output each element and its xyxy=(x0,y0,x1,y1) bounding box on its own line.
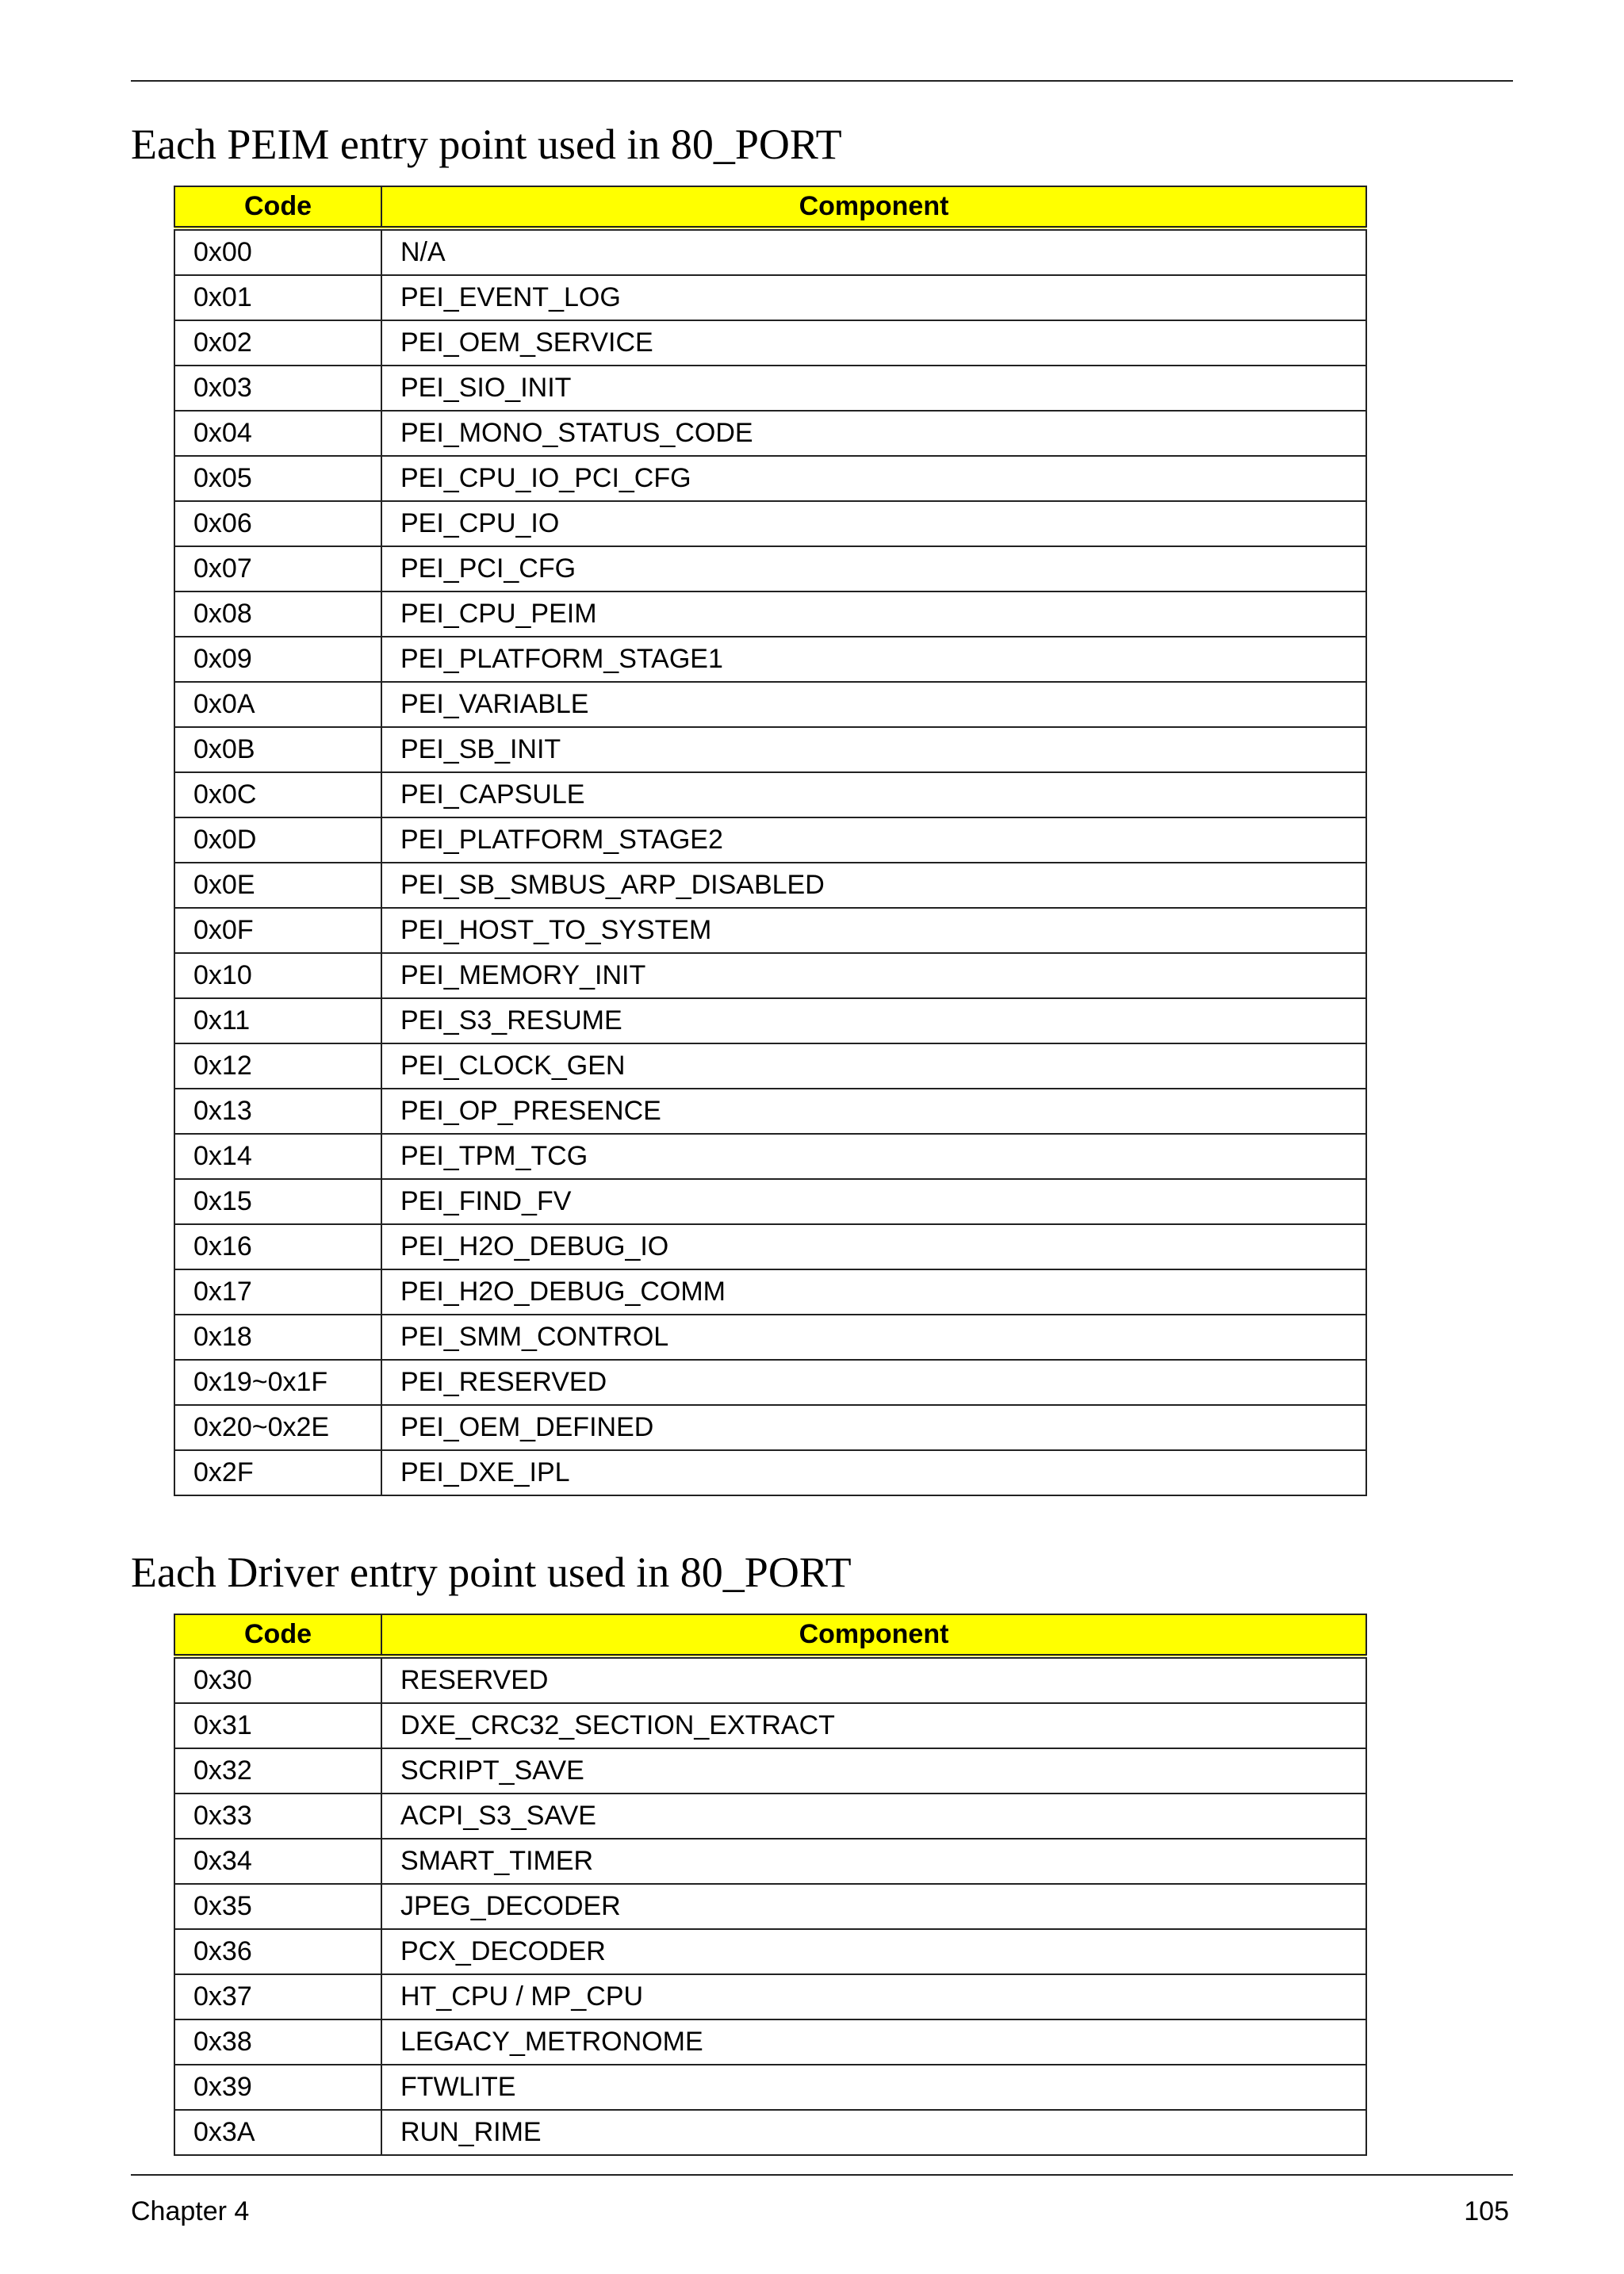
code-cell: 0x0D xyxy=(174,817,381,863)
component-column-header: Component xyxy=(381,186,1366,228)
table-row xyxy=(174,2065,1366,2110)
table-row xyxy=(174,772,1366,817)
code-cell: 0x16 xyxy=(174,1224,381,1269)
peim-table xyxy=(174,186,1367,1496)
component-cell: PEI_VARIABLE xyxy=(381,682,1366,727)
component-cell: PEI_SB_INIT xyxy=(381,727,1366,772)
code-cell: 0x13 xyxy=(174,1089,381,1134)
code-cell: 0x10 xyxy=(174,953,381,998)
code-cell: 0x15 xyxy=(174,1179,381,1224)
component-cell: PEI_PLATFORM_STAGE2 xyxy=(381,817,1366,863)
component-cell: JPEG_DECODER xyxy=(381,1884,1366,1929)
code-cell: 0x11 xyxy=(174,998,381,1043)
component-cell: PEI_H2O_DEBUG_IO xyxy=(381,1224,1366,1269)
code-cell: 0x36 xyxy=(174,1929,381,1974)
component-cell: ACPI_S3_SAVE xyxy=(381,1794,1366,1839)
table-row xyxy=(174,2019,1366,2065)
code-cell: 0x02 xyxy=(174,320,381,366)
table-row xyxy=(174,1315,1366,1360)
table-row xyxy=(174,1043,1366,1089)
table-row xyxy=(174,1794,1366,1839)
component-cell: PEI_OP_PRESENCE xyxy=(381,1089,1366,1134)
component-cell: PEI_PLATFORM_STAGE1 xyxy=(381,637,1366,682)
table-row xyxy=(174,1360,1366,1405)
table-row xyxy=(174,228,1366,275)
component-cell: PEI_HOST_TO_SYSTEM xyxy=(381,908,1366,953)
footer-page-number: 105 xyxy=(1464,2196,1509,2226)
table-row xyxy=(174,1089,1366,1134)
code-cell: 0x01 xyxy=(174,275,381,320)
code-cell: 0x39 xyxy=(174,2065,381,2110)
code-cell: 0x3A xyxy=(174,2110,381,2155)
code-cell: 0x09 xyxy=(174,637,381,682)
table-row xyxy=(174,1748,1366,1794)
code-cell: 0x05 xyxy=(174,456,381,501)
table-row xyxy=(174,275,1366,320)
table-row xyxy=(174,456,1366,501)
code-cell: 0x35 xyxy=(174,1884,381,1929)
component-cell: PEI_CAPSULE xyxy=(381,772,1366,817)
table-row xyxy=(174,682,1366,727)
driver-section-title: Each Driver entry point used in 80_PORT xyxy=(131,1549,852,1596)
footer-rule xyxy=(131,2174,1513,2176)
component-cell: SCRIPT_SAVE xyxy=(381,1748,1366,1794)
code-cell: 0x32 xyxy=(174,1748,381,1794)
code-cell: 0x07 xyxy=(174,546,381,591)
component-cell: PCX_DECODER xyxy=(381,1929,1366,1974)
header-rule xyxy=(131,80,1513,82)
table-row xyxy=(174,998,1366,1043)
code-cell: 0x0C xyxy=(174,772,381,817)
code-cell: 0x0A xyxy=(174,682,381,727)
code-cell: 0x0F xyxy=(174,908,381,953)
component-cell: PEI_CPU_IO_PCI_CFG xyxy=(381,456,1366,501)
component-cell: PEI_PCI_CFG xyxy=(381,546,1366,591)
table-row xyxy=(174,727,1366,772)
table-row xyxy=(174,1134,1366,1179)
table-row xyxy=(174,1224,1366,1269)
table-row xyxy=(174,501,1366,546)
component-cell: PEI_EVENT_LOG xyxy=(381,275,1366,320)
code-cell: 0x14 xyxy=(174,1134,381,1179)
code-cell: 0x0B xyxy=(174,727,381,772)
component-cell: PEI_SB_SMBUS_ARP_DISABLED xyxy=(381,863,1366,908)
code-cell: 0x18 xyxy=(174,1315,381,1360)
table-row xyxy=(174,1839,1366,1884)
component-cell: PEI_CPU_PEIM xyxy=(381,591,1366,637)
code-cell: 0x33 xyxy=(174,1794,381,1839)
table-row xyxy=(174,1179,1366,1224)
table-row xyxy=(174,591,1366,637)
table-header-row xyxy=(174,1614,1366,1656)
code-cell: 0x31 xyxy=(174,1703,381,1748)
footer-chapter: Chapter 4 xyxy=(131,2196,250,2226)
code-cell: 0x03 xyxy=(174,366,381,411)
component-cell: PEI_MEMORY_INIT xyxy=(381,953,1366,998)
table-row xyxy=(174,953,1366,998)
code-cell: 0x30 xyxy=(174,1656,381,1703)
table-row xyxy=(174,637,1366,682)
code-cell: 0x17 xyxy=(174,1269,381,1315)
code-cell: 0x19~0x1F xyxy=(174,1360,381,1405)
component-cell: PEI_CLOCK_GEN xyxy=(381,1043,1366,1089)
table-row xyxy=(174,1656,1366,1703)
component-cell: PEI_TPM_TCG xyxy=(381,1134,1366,1179)
table-row xyxy=(174,1450,1366,1495)
table-row xyxy=(174,1269,1366,1315)
table-header-row xyxy=(174,186,1366,228)
component-cell: PEI_SIO_INIT xyxy=(381,366,1366,411)
component-cell: PEI_OEM_DEFINED xyxy=(381,1405,1366,1450)
code-cell: 0x04 xyxy=(174,411,381,456)
table-row xyxy=(174,320,1366,366)
component-cell: PEI_SMM_CONTROL xyxy=(381,1315,1366,1360)
table-row xyxy=(174,366,1366,411)
component-cell: RESERVED xyxy=(381,1656,1366,1703)
code-cell: 0x38 xyxy=(174,2019,381,2065)
component-cell: FTWLITE xyxy=(381,2065,1366,2110)
table-row xyxy=(174,1703,1366,1748)
table-row xyxy=(174,1405,1366,1450)
component-cell: PEI_DXE_IPL xyxy=(381,1450,1366,1495)
component-cell: PEI_RESERVED xyxy=(381,1360,1366,1405)
component-cell: PEI_S3_RESUME xyxy=(381,998,1366,1043)
table-row xyxy=(174,1929,1366,1974)
table-row xyxy=(174,2110,1366,2155)
code-cell: 0x0E xyxy=(174,863,381,908)
code-cell: 0x37 xyxy=(174,1974,381,2019)
peim-table-body xyxy=(174,228,1366,1495)
table-row xyxy=(174,411,1366,456)
code-cell: 0x20~0x2E xyxy=(174,1405,381,1450)
component-cell: DXE_CRC32_SECTION_EXTRACT xyxy=(381,1703,1366,1748)
table-row xyxy=(174,908,1366,953)
code-cell: 0x12 xyxy=(174,1043,381,1089)
table-row xyxy=(174,817,1366,863)
code-cell: 0x2F xyxy=(174,1450,381,1495)
component-cell: PEI_MONO_STATUS_CODE xyxy=(381,411,1366,456)
code-column-header: Code xyxy=(174,186,381,228)
table-row xyxy=(174,1884,1366,1929)
table-row xyxy=(174,546,1366,591)
component-cell: RUN_RIME xyxy=(381,2110,1366,2155)
component-cell: SMART_TIMER xyxy=(381,1839,1366,1884)
code-column-header: Code xyxy=(174,1614,381,1656)
code-cell: 0x08 xyxy=(174,591,381,637)
driver-table-body xyxy=(174,1656,1366,2155)
code-cell: 0x00 xyxy=(174,228,381,275)
component-cell: PEI_CPU_IO xyxy=(381,501,1366,546)
table-row xyxy=(174,863,1366,908)
code-cell: 0x34 xyxy=(174,1839,381,1884)
driver-table xyxy=(174,1614,1367,2156)
component-cell: PEI_OEM_SERVICE xyxy=(381,320,1366,366)
component-cell: HT_CPU / MP_CPU xyxy=(381,1974,1366,2019)
component-cell: PEI_H2O_DEBUG_COMM xyxy=(381,1269,1366,1315)
component-column-header: Component xyxy=(381,1614,1366,1656)
peim-section-title: Each PEIM entry point used in 80_PORT xyxy=(131,121,842,168)
table-row xyxy=(174,1974,1366,2019)
component-cell: PEI_FIND_FV xyxy=(381,1179,1366,1224)
component-cell: N/A xyxy=(381,228,1366,275)
code-cell: 0x06 xyxy=(174,501,381,546)
component-cell: LEGACY_METRONOME xyxy=(381,2019,1366,2065)
